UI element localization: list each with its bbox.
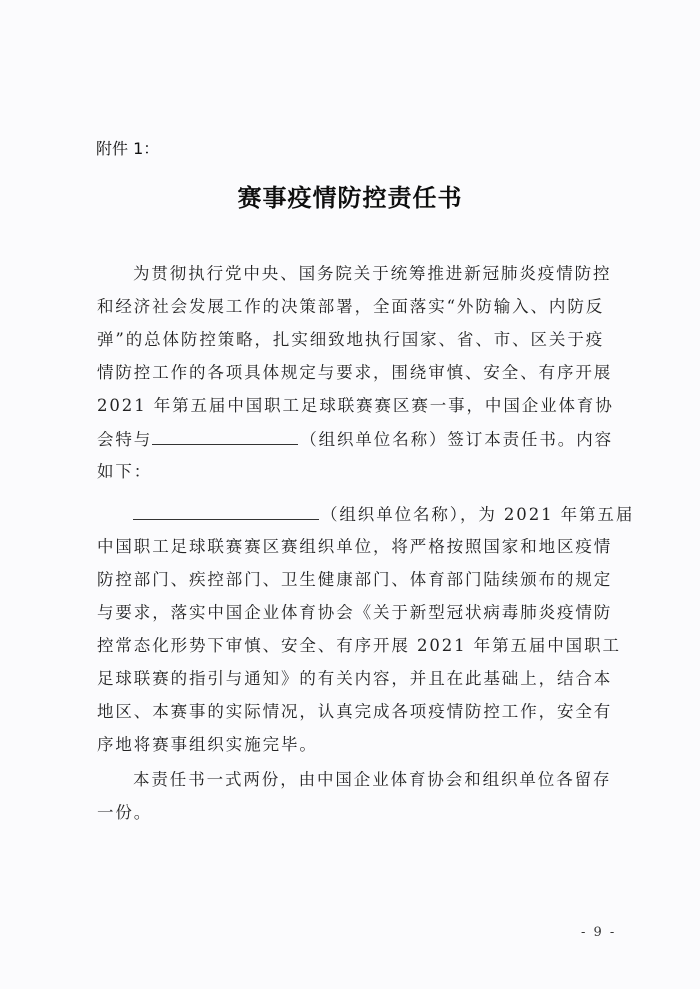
text-line: 2021 年第五届中国职工足球联赛赛区赛一事，中国企业体育协 [97, 396, 614, 415]
text-line: 弹”的总体防控策略，扎实细致地执行国家、省、市、区关于疫 [97, 330, 605, 349]
text-line: 本责任书一式两份，由中国企业体育协会和组织单位各留存 [133, 770, 612, 789]
text-line: 一份。 [97, 803, 153, 822]
text-line: 足球联赛的指引与通知》的有关内容，并且在此基础上，结合本 [97, 669, 613, 688]
text-line: 如下： [97, 462, 153, 481]
text-line [97, 429, 627, 450]
text-line: 防控部门、疾控部门、卫生健康部门、体育部门陆续颁布的规定 [97, 570, 613, 589]
organization-name-blank[interactable] [133, 504, 319, 520]
attachment-label: 附件 1： [96, 139, 160, 158]
text-line: 和经济社会发展工作的决策部署，全面落实“外防输入、内防反 [97, 297, 605, 316]
text-line: 情防控工作的各项具体规定与要求，围绕审慎、安全、有序开展 [97, 363, 613, 382]
text-fragment: 会特与 [97, 430, 153, 449]
organization-name-blank[interactable] [152, 429, 298, 445]
text-line [133, 504, 663, 525]
text-line: 中国职工足球联赛赛区赛组织单位，将严格按照国家和地区疫情 [97, 537, 613, 556]
text-fragment: （组织单位名称）签订本责任书。内容 [300, 430, 614, 449]
text-line: 与要求，落实中国企业体育协会《关于新型冠状病毒肺炎疫情防 [97, 603, 613, 622]
text-line: 序地将赛事组织实施完毕。 [97, 735, 318, 754]
text-line: 地区、本赛事的实际情况，认真完成各项疫情防控工作，安全有 [97, 702, 613, 721]
text-line: 为贯彻执行党中央、国务院关于统筹推进新冠肺炎疫情防控 [133, 264, 612, 283]
text-fragment: （组织单位名称），为 2021 年第五届 [321, 505, 635, 524]
page-number: - 9 - [581, 925, 617, 940]
document-title: 赛事疫情防控责任书 [237, 183, 463, 212]
text-line: 控常态化形势下审慎、安全、有序开展 2021 年第五届中国职工 [97, 636, 621, 655]
